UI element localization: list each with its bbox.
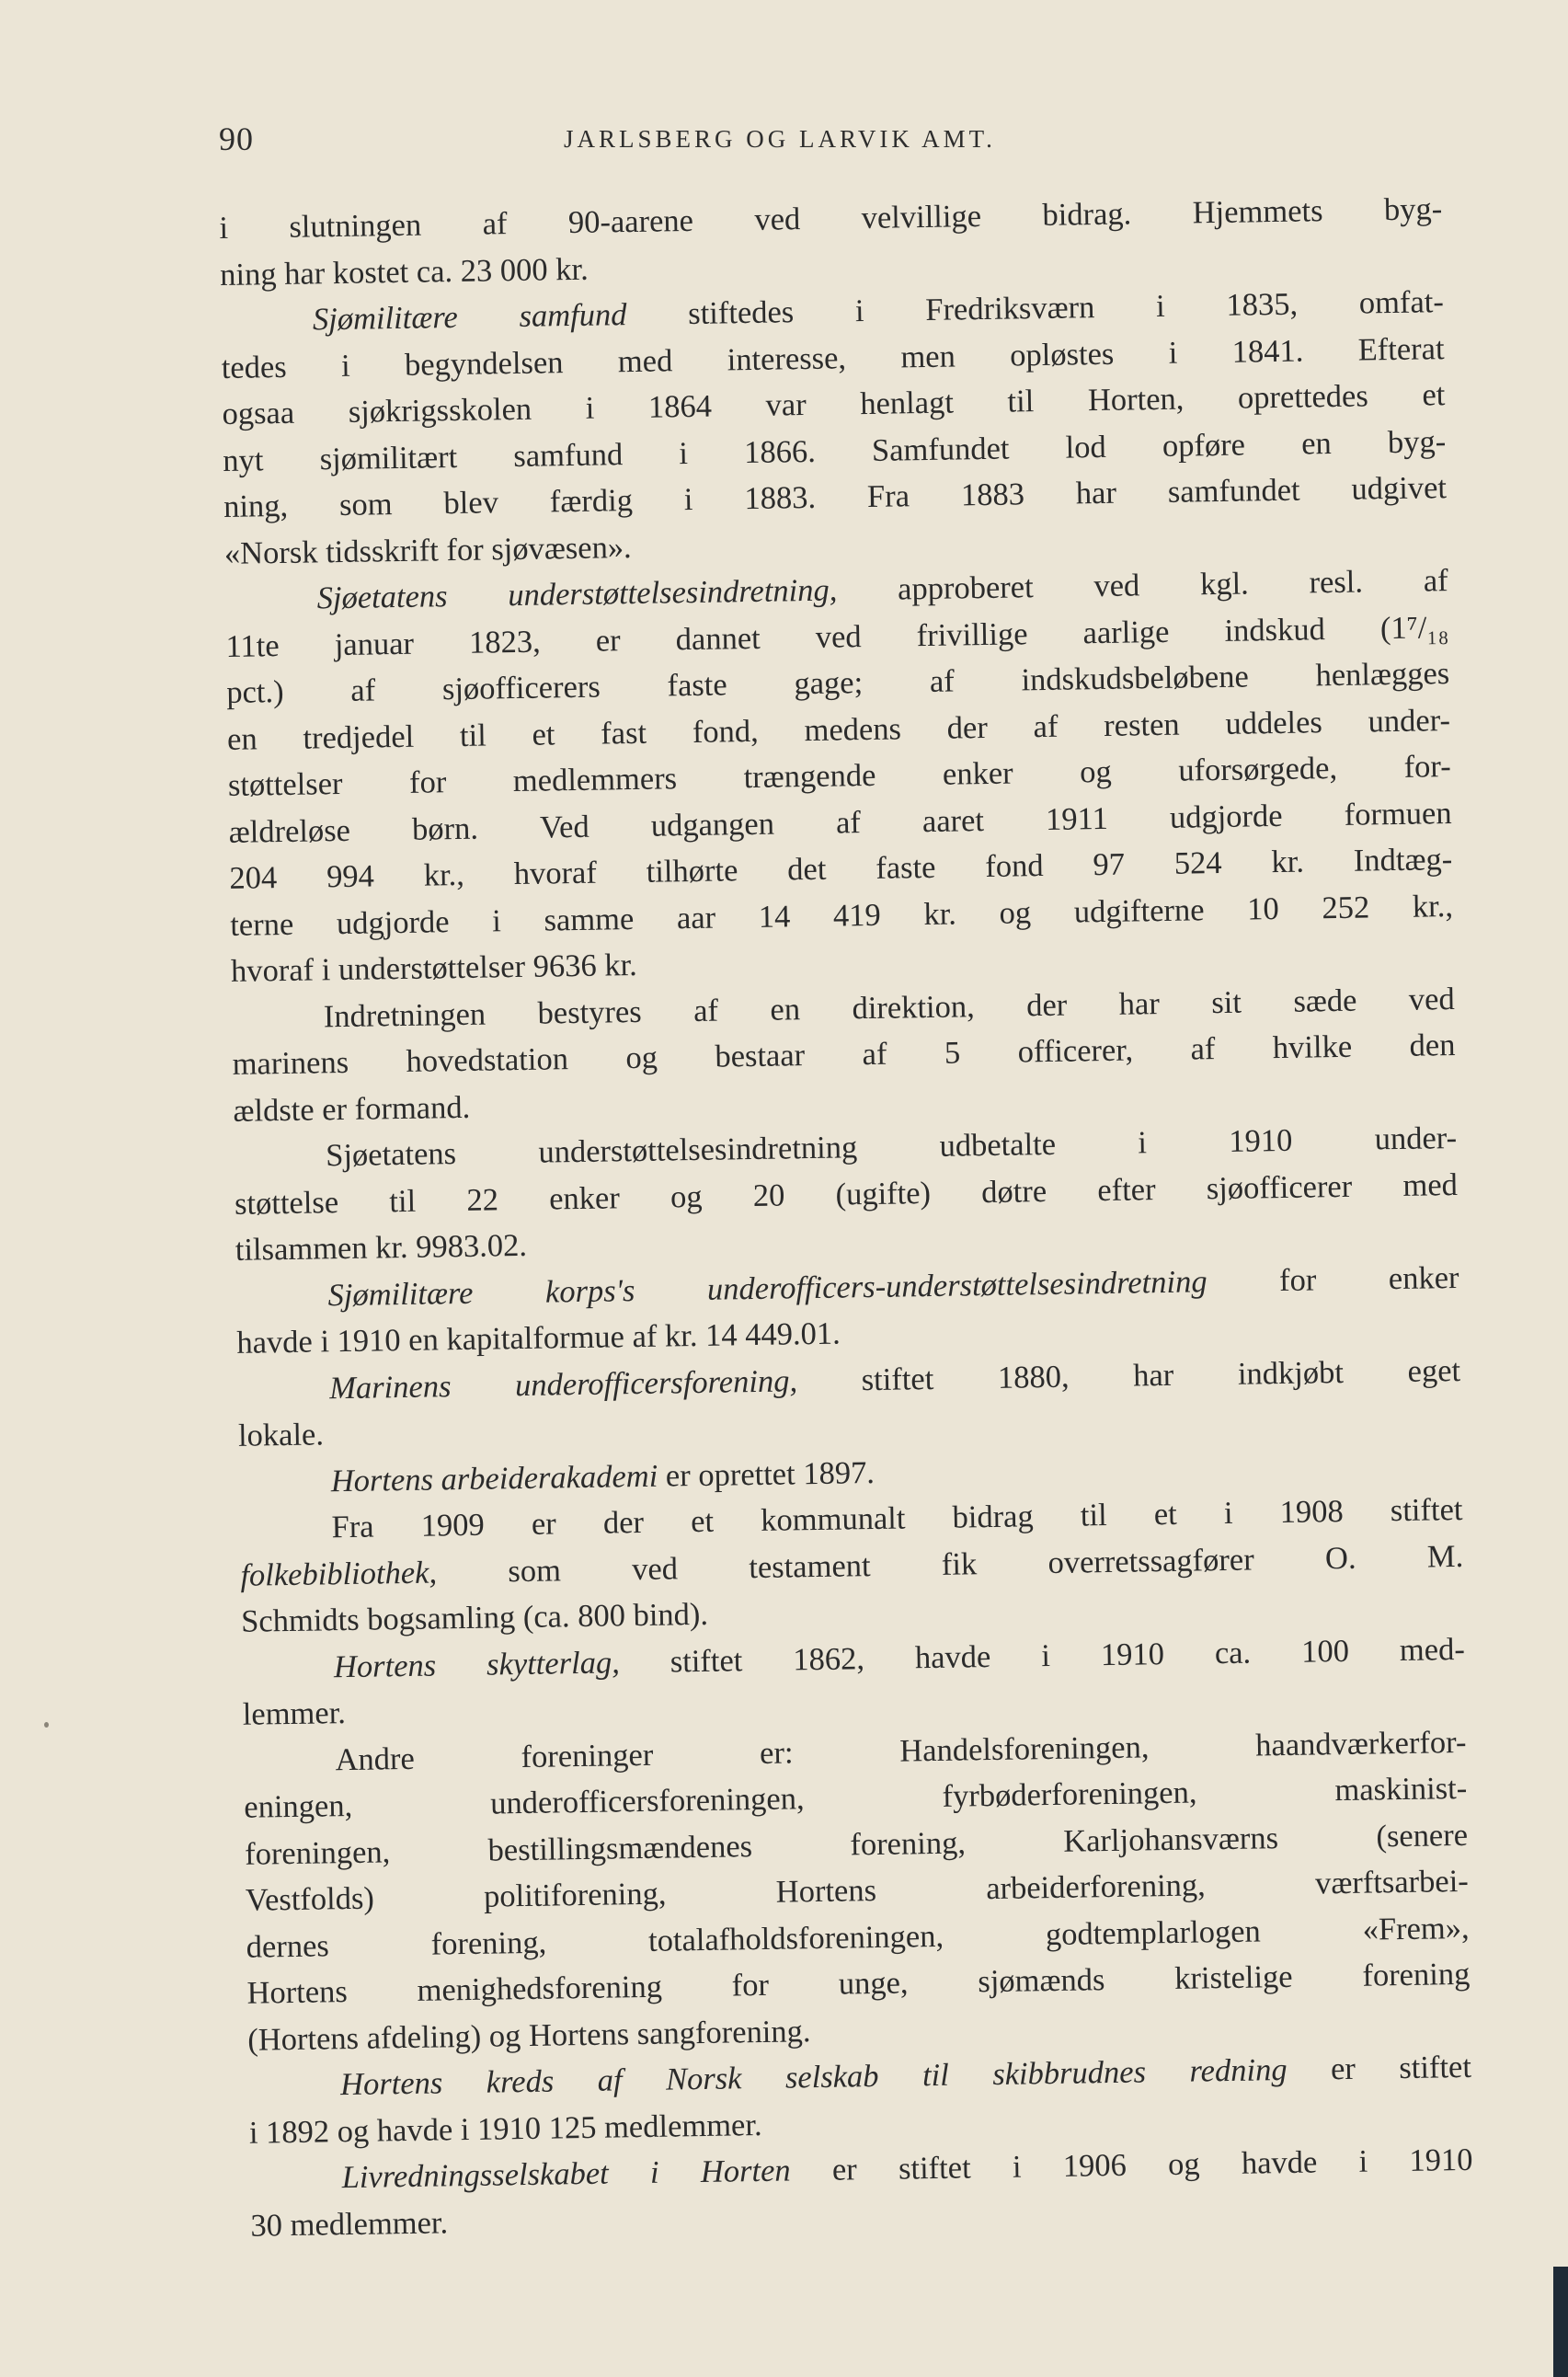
word: hvilke: [1272, 1028, 1353, 1066]
word: maskinist-: [1334, 1770, 1468, 1809]
word: sjømilitært: [319, 439, 458, 477]
word: af: [350, 672, 376, 708]
word: 1862,: [793, 1640, 865, 1677]
word: Hortens: [246, 1974, 349, 2011]
word: 90-aarene: [567, 202, 694, 241]
word: for: [1278, 1261, 1317, 1298]
word: har: [1132, 1357, 1174, 1394]
word: kgl.: [1199, 566, 1250, 603]
word: trængende: [743, 757, 876, 796]
word: bidrag: [952, 1499, 1034, 1535]
word: tredjedel: [303, 718, 415, 756]
word: 1911: [1045, 800, 1109, 837]
word: 1906: [1062, 2147, 1127, 2184]
italic-word: underofficers-understøttelsesindretning: [706, 1263, 1207, 1307]
word: understøttelsesindretning: [538, 1130, 858, 1170]
word: tedes: [221, 349, 287, 385]
word: blev: [443, 485, 499, 522]
word: stiftet: [1390, 1491, 1463, 1529]
word: henlægges: [1315, 656, 1450, 694]
word: (ugifte): [835, 1175, 932, 1212]
word: og: [1079, 753, 1112, 790]
phrase: ning har kostet ca. 23 000 kr.: [219, 251, 589, 293]
word: kr.,: [423, 856, 465, 893]
word: udgjorde: [336, 903, 450, 941]
word: det: [786, 851, 827, 888]
word: 1864: [647, 388, 713, 425]
word: støttelse: [234, 1184, 339, 1222]
word: 11te: [225, 627, 280, 664]
word: et: [690, 1503, 715, 1540]
italic-word: Sjømilitære: [312, 299, 459, 338]
word: 5: [944, 1035, 961, 1071]
word: henlagt: [860, 385, 955, 422]
word: men: [900, 338, 956, 374]
word: udgifterne: [1073, 891, 1205, 929]
word: 1866.: [743, 433, 817, 470]
italic-word: Sjøetatens: [316, 579, 448, 616]
phrase: lokale.: [237, 1417, 325, 1453]
word: kr.: [1271, 844, 1305, 880]
word: i: [219, 210, 229, 246]
word: opføre: [1162, 427, 1246, 464]
word: i: [1223, 1495, 1233, 1532]
word: udgjorde: [1169, 798, 1283, 835]
word: samfundet: [1167, 472, 1300, 510]
word: pct.): [226, 673, 284, 710]
word: Indretningen: [323, 996, 486, 1034]
word: haandværkerfor-: [1254, 1724, 1467, 1763]
word: er:: [759, 1734, 794, 1771]
word: medens: [804, 710, 902, 748]
word: sjøkrigsskolen: [348, 391, 532, 430]
word: politiforening,: [483, 1876, 667, 1914]
word: et: [1422, 377, 1446, 413]
word: Fredriksværn: [925, 290, 1095, 327]
word: ved: [631, 1550, 679, 1587]
word: af: [1190, 1031, 1216, 1067]
word: 1909: [420, 1507, 486, 1544]
paper-speck: [44, 1722, 49, 1728]
word: fond,: [692, 713, 760, 750]
word: i: [1138, 1125, 1148, 1161]
word: 1883.: [744, 479, 817, 517]
italic-word: understøttelsesindretning,: [508, 572, 838, 614]
word: uforsørgede,: [1177, 750, 1338, 788]
word: og: [670, 1178, 703, 1214]
word: af: [862, 1036, 887, 1073]
word: 10: [1246, 890, 1280, 927]
word: 419: [832, 897, 882, 934]
word: af: [1423, 563, 1448, 599]
word: overretssagfører: [1047, 1542, 1254, 1580]
word: marinens: [232, 1044, 349, 1082]
word: formuen: [1344, 795, 1452, 833]
word: dannet: [675, 620, 761, 657]
word: Samfundet: [871, 431, 1010, 468]
word: enker: [1388, 1259, 1459, 1296]
word: som: [508, 1552, 562, 1589]
word: forening,: [430, 1924, 547, 1962]
word: hovedstation: [406, 1041, 569, 1079]
word: der: [602, 1504, 645, 1541]
word: indkjøbt: [1237, 1354, 1345, 1392]
word: forening,: [850, 1824, 967, 1862]
word: i: [1155, 288, 1165, 325]
word: frivillige: [916, 615, 1028, 653]
word: 994: [326, 858, 375, 895]
word: stiftet: [670, 1642, 743, 1679]
word: (1⁷/₁₈: [1379, 609, 1449, 646]
word: Ved: [539, 809, 589, 845]
word: en: [770, 991, 801, 1028]
italic-word: kreds: [486, 2063, 555, 2100]
word: udgangen: [650, 806, 775, 844]
italic-word: til: [921, 2057, 950, 2094]
word: ved: [815, 618, 862, 655]
phrase: (Hortens afdeling) og Hortens sangforening.: [247, 2013, 811, 2058]
word: til: [1080, 1498, 1107, 1533]
word: Efterat: [1357, 330, 1445, 368]
word: 1841.: [1231, 332, 1304, 370]
running-title: JARLSBERG OG LARVIK AMT.: [564, 125, 996, 153]
word: faste: [667, 667, 727, 704]
italic-word: Hortens: [339, 2065, 443, 2103]
word: ved: [754, 201, 801, 237]
word: resten: [1103, 706, 1180, 743]
word: stiftet: [861, 1361, 934, 1397]
word: for: [408, 764, 447, 800]
word: sjøofficerer: [1206, 1168, 1353, 1206]
word: og: [999, 894, 1032, 931]
word: i: [1041, 1637, 1051, 1673]
word: børn.: [411, 810, 479, 847]
word: hvoraf: [513, 855, 598, 892]
word: under-: [1374, 1120, 1458, 1157]
word: aarlige: [1082, 614, 1170, 650]
word: byg-: [1387, 423, 1447, 460]
italic-word: underofficersforening,: [514, 1362, 798, 1403]
word: værftsarbei-: [1314, 1863, 1470, 1901]
italic-word: korps's: [544, 1272, 635, 1310]
word: gage;: [794, 665, 864, 702]
word: 1910: [1409, 2142, 1473, 2178]
phrase: lemmer.: [242, 1695, 347, 1732]
word: menighedsforening: [417, 1969, 663, 2008]
word: faste: [876, 849, 936, 886]
word: havde: [914, 1638, 991, 1675]
word: samme: [544, 901, 635, 938]
word: Karljohansværns: [1062, 1820, 1279, 1859]
word: totalafholdsforeningen,: [647, 1918, 944, 1958]
italic-word: redning: [1189, 2052, 1288, 2089]
word: af: [692, 993, 719, 1028]
word: kristelige: [1173, 1958, 1293, 1996]
word: forening: [1362, 1956, 1471, 1993]
italic-word: Norsk: [665, 2061, 742, 2097]
word: ældreløse: [228, 812, 351, 850]
word: M.: [1426, 1538, 1464, 1575]
word: sæde: [1293, 982, 1357, 1019]
word: bestaar: [715, 1038, 806, 1074]
word: Fra: [866, 478, 910, 514]
word: 97: [1093, 846, 1126, 883]
word: samfund: [513, 436, 624, 474]
word: eningen,: [244, 1787, 353, 1825]
word: 1835,: [1226, 286, 1299, 323]
word: af: [929, 663, 956, 699]
word: til: [459, 718, 487, 753]
word: 1908: [1279, 1493, 1344, 1531]
word: «Frem»,: [1362, 1910, 1470, 1947]
italic-word: af: [597, 2062, 623, 2098]
word: til: [389, 1183, 417, 1219]
word: sjøofficerers: [441, 669, 601, 707]
word: har: [1075, 475, 1117, 511]
word: opløstes: [1009, 336, 1115, 373]
word: der: [1025, 987, 1068, 1023]
word: fast: [600, 715, 647, 752]
word: havde: [1241, 2144, 1318, 2181]
word: 524: [1173, 844, 1222, 881]
word: foreninger: [521, 1737, 654, 1774]
word: kommunalt: [760, 1500, 906, 1538]
phrase: hvoraf i understøttelser 9636 kr.: [230, 947, 638, 989]
word: Vestfolds): [245, 1880, 375, 1918]
word: 1823,: [468, 624, 541, 660]
word: af: [482, 206, 508, 242]
word: tilhørte: [646, 853, 738, 890]
word: 1910: [1100, 1636, 1165, 1672]
word: resl.: [1309, 564, 1364, 601]
word: ved: [1093, 568, 1140, 604]
italic-word: selskab: [784, 2058, 879, 2096]
word: og: [1167, 2146, 1200, 2183]
word: approberet: [897, 569, 1034, 607]
word: bestillingsmændenes: [487, 1828, 753, 1868]
phrase: Schmidts bogsamling (ca. 800 bind).: [240, 1596, 709, 1639]
word: kr.: [923, 896, 957, 932]
word: 100: [1300, 1633, 1350, 1670]
word: af: [835, 804, 862, 841]
word: 1910: [1229, 1122, 1293, 1159]
word: døtre: [980, 1173, 1047, 1210]
word: den: [1409, 1027, 1456, 1063]
word: 14: [758, 898, 791, 935]
word: støttelser: [227, 765, 343, 803]
word: omfat-: [1358, 284, 1445, 321]
word: i: [854, 293, 864, 329]
phrase: «Norsk tidsskrift for sjøvæsen».: [223, 529, 632, 571]
word: bidrag.: [1042, 196, 1132, 233]
word: 204: [229, 860, 278, 896]
word: en: [1300, 425, 1333, 462]
word: dernes: [246, 1927, 330, 1965]
word: Handelsforeningen,: [899, 1728, 1150, 1769]
word: interesse,: [727, 339, 847, 377]
word: uddeles: [1225, 704, 1323, 741]
word: har: [1118, 985, 1161, 1022]
word: stiftet: [898, 2150, 971, 2187]
word: Hortens: [775, 1872, 877, 1910]
word: 20: [752, 1177, 785, 1213]
word: byg-: [1383, 191, 1443, 228]
word: et: [532, 716, 555, 752]
word: et: [1153, 1496, 1178, 1533]
word: i: [585, 390, 595, 426]
word: der: [946, 709, 989, 746]
word: i: [679, 435, 689, 471]
word: direktion,: [852, 988, 975, 1026]
italic-word: Hortens: [333, 1647, 437, 1684]
word: slutningen: [289, 207, 422, 245]
word: Fra: [331, 1509, 374, 1545]
word: udgivet: [1351, 470, 1448, 507]
word: 1880,: [997, 1359, 1070, 1395]
phrase: i 1892 og havde i 1910 125 medlemmer.: [248, 2107, 762, 2151]
word: Sjøetatens: [325, 1136, 457, 1174]
word: januar: [334, 626, 415, 662]
italic-word: Livredningsselskabet: [341, 2155, 609, 2196]
word: sit: [1210, 984, 1242, 1020]
word: i: [1012, 2149, 1022, 2185]
word: foreningen,: [244, 1833, 391, 1872]
word: godtemplarlogen: [1045, 1912, 1262, 1952]
page-number: 90: [219, 121, 254, 157]
word: en: [226, 720, 258, 757]
word: unge,: [838, 1965, 909, 2002]
word: 22: [466, 1181, 499, 1218]
word: enker: [548, 1179, 621, 1216]
word: Indtæg-: [1353, 842, 1453, 878]
word: Andre: [335, 1740, 416, 1777]
word: bestyres: [537, 993, 642, 1031]
word: sjømænds: [978, 1962, 1105, 2000]
word: fond: [985, 848, 1044, 884]
phrase: havde i 1910 en kapitalformue af kr. 14 449.01.: [236, 1315, 841, 1361]
word: lod: [1065, 429, 1107, 465]
word: 1883: [960, 477, 1025, 513]
word: i: [491, 902, 502, 938]
word: er: [531, 1506, 557, 1542]
word: ca.: [1214, 1635, 1252, 1671]
word: indskud: [1224, 611, 1326, 649]
word: fik: [941, 1545, 978, 1582]
word: terne: [229, 906, 294, 943]
word: (senere: [1376, 1817, 1469, 1854]
word: enker: [942, 755, 1013, 792]
word: testament: [749, 1547, 871, 1585]
phrase: er oprettet 1897.: [657, 1454, 876, 1494]
word: velvillige: [861, 198, 982, 236]
italic-word: skibbrudnes: [991, 2054, 1147, 2093]
word: for-: [1403, 749, 1451, 785]
word: efter: [1097, 1171, 1156, 1208]
word: i: [683, 481, 693, 518]
italic-word: Sjømilitære: [327, 1275, 474, 1313]
scan-edge-mark: [1553, 2267, 1568, 2377]
italic-word: samfund: [519, 297, 627, 334]
italic-phrase: Hortens arbeiderakademi: [330, 1458, 658, 1499]
word: færdig: [549, 482, 634, 520]
italic-word: Marinens: [328, 1368, 452, 1406]
word: med-: [1399, 1631, 1466, 1668]
word: og: [625, 1039, 658, 1076]
word: stiftet: [1399, 2049, 1472, 2086]
word: i: [1168, 335, 1178, 371]
italic-word: Horten: [700, 2153, 791, 2190]
italic-word: skytterlag,: [486, 1644, 621, 1682]
word: som: [338, 487, 393, 522]
word: arbeiderforening,: [985, 1867, 1207, 1907]
word: med: [1402, 1166, 1459, 1203]
word: O.: [1324, 1540, 1356, 1576]
word: i: [1358, 2143, 1368, 2179]
italic-word: i: [649, 2154, 659, 2190]
word: ogsaa: [222, 395, 295, 431]
word: er: [595, 622, 621, 659]
word: var: [765, 386, 807, 423]
word: fyrbøderforeningen,: [942, 1774, 1197, 1814]
word: officerer,: [1017, 1032, 1134, 1070]
word: er: [1330, 2050, 1356, 2087]
word: kr.,: [1412, 888, 1454, 924]
word: aaret: [921, 802, 985, 839]
word: ved: [1408, 981, 1455, 1017]
word: medlemmers: [512, 761, 678, 799]
phrase: ældste er formand.: [233, 1089, 471, 1129]
word: med: [617, 342, 673, 379]
word: nyt: [223, 442, 264, 478]
word: udbetalte: [939, 1126, 1057, 1164]
word: oprettedes: [1237, 378, 1369, 416]
word: stiftedes: [687, 294, 795, 331]
word: under-: [1368, 702, 1451, 739]
word: til: [1007, 384, 1035, 419]
word: begyndelsen: [404, 344, 564, 383]
body-text: [219, 186, 1474, 2249]
phrase: tilsammen kr. 9983.02.: [235, 1227, 528, 1268]
word: 252: [1322, 889, 1370, 925]
word: underofficersforeningen,: [489, 1781, 805, 1821]
word: for: [731, 1967, 770, 2004]
word: Horten,: [1087, 381, 1185, 419]
word: er: [831, 2152, 858, 2188]
word: i: [340, 348, 350, 384]
word: Hjemmets: [1192, 193, 1323, 231]
word: af: [1033, 708, 1059, 744]
word: eget: [1407, 1352, 1461, 1389]
italic-word: folkebibliothek,: [240, 1554, 438, 1593]
phrase: 30 medlemmer.: [250, 2204, 449, 2244]
word: ning,: [223, 488, 289, 524]
word: indskudsbeløbene: [1021, 659, 1250, 698]
running-header: [219, 120, 1442, 166]
word: aar: [676, 900, 716, 936]
